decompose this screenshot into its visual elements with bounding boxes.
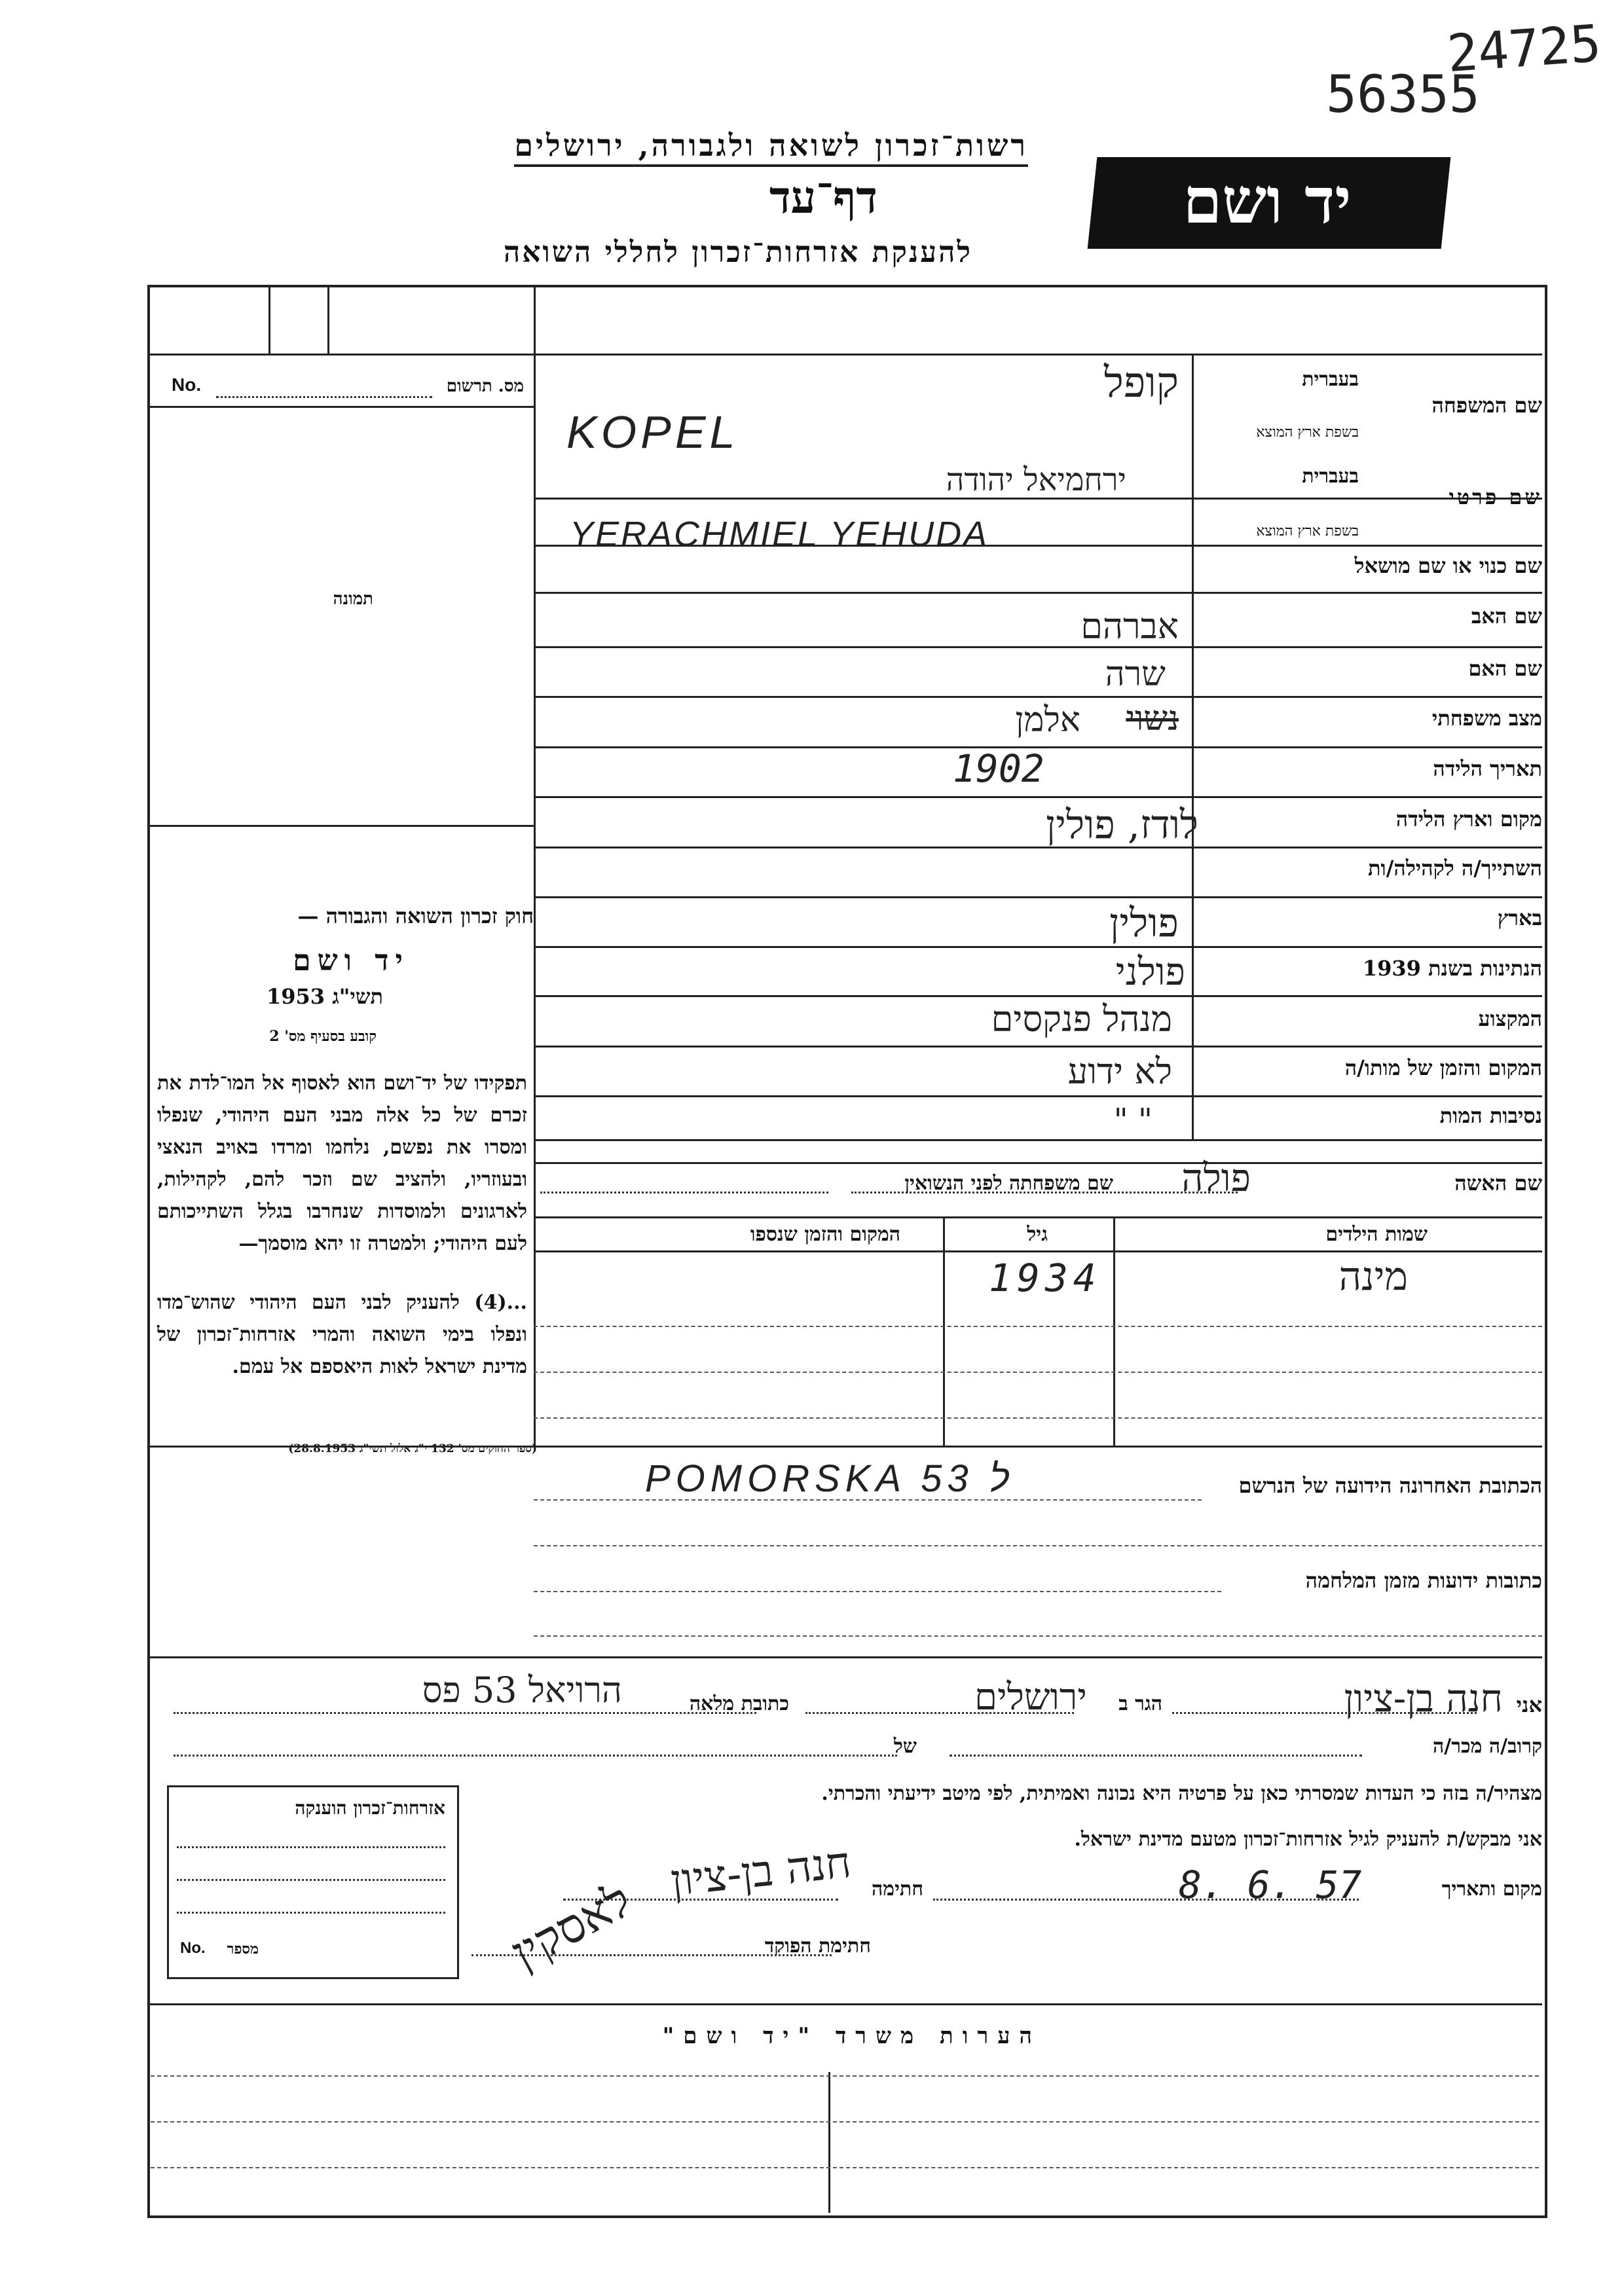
law-name: יד ושם xyxy=(293,944,409,977)
mother-value: שרה xyxy=(1105,655,1166,694)
surname-hebrew-value: קופל xyxy=(1103,359,1179,407)
declaration-date: 8. 6. 57 xyxy=(1179,1863,1362,1907)
firstname-native-label: בשפת ארץ המוצא xyxy=(1256,523,1359,539)
death-place-value: לא ידוע xyxy=(1067,1051,1172,1092)
last-address-value: POMORSKA 53 ל xyxy=(645,1457,1015,1500)
registry-number-label: מס. תרשום xyxy=(446,376,524,396)
marital-label: מצב משפחתי xyxy=(1431,706,1542,731)
stamp-title: אזרחות־זכרון הוענקה xyxy=(295,1797,445,1819)
surname-native-label: בשפת ארץ המוצא xyxy=(1256,424,1359,441)
declarant-i-label: אני xyxy=(1516,1692,1542,1717)
photo-label: תמונה xyxy=(333,589,373,609)
place-date-label: מקום ותאריך xyxy=(1441,1878,1542,1901)
birthdate-label: תאריך הלידה xyxy=(1433,756,1542,781)
marital-struck-value: נשוי xyxy=(1126,699,1179,738)
child-age: 1934 xyxy=(989,1256,1101,1300)
wife-value: פולה xyxy=(1181,1156,1251,1200)
nickname-label: שם כנוי או שם מושאל xyxy=(1354,553,1542,578)
relative-label: קרוב/ה מכר/ה xyxy=(1433,1735,1542,1758)
country-label: בארץ xyxy=(1497,905,1542,930)
death-circumstances-label: נסיבות המות xyxy=(1439,1103,1542,1128)
registry-no-label: No. xyxy=(172,374,202,395)
community-label: השתייך/ה לקהילה/ות xyxy=(1368,856,1542,881)
marital-value: אלמן xyxy=(1015,701,1080,740)
birthplace-label: מקום וארץ הלידה xyxy=(1395,807,1542,831)
of-label: של xyxy=(893,1735,917,1758)
law-year: תשי"ג 1953 xyxy=(267,984,383,1009)
firstname-label: שם פרטי xyxy=(1449,484,1542,509)
authority-title: רשות־זכרון לשואה ולגבורה, ירושלים xyxy=(514,128,1028,167)
mother-label: שם האם xyxy=(1468,656,1542,681)
stamp-no-label: No. xyxy=(180,1939,206,1957)
birthdate-value: 1902 xyxy=(953,746,1044,791)
firstname-latin-value: YERACHMIEL YEHUDA xyxy=(570,515,989,554)
father-value: אברהם xyxy=(1080,606,1179,647)
declarant-name: חנה בן-ציון xyxy=(1344,1676,1503,1721)
surname-latin-value: KOPEL xyxy=(566,407,739,458)
resides-label: הגר ב xyxy=(1118,1692,1162,1715)
law-citation: (ספר החוקים מס' 132 י"ג אלול תשי"ג 28.8.1953) xyxy=(288,1442,537,1455)
death-place-label: המקום והזמן של מותו/ה xyxy=(1344,1055,1542,1080)
declarant-signature: חנה בן-ציון xyxy=(668,1836,854,1906)
archive-number-top: 24725 xyxy=(1445,14,1603,84)
declarant-city: ירושלים xyxy=(974,1676,1087,1719)
profession-label: המקצוע xyxy=(1478,1006,1542,1031)
full-address-label: כתובת מלאה xyxy=(689,1692,789,1715)
stamp-number-label: מספר xyxy=(227,1941,259,1958)
firstname-hebrew-label: בעברית xyxy=(1302,465,1359,488)
children-age-header: גיל xyxy=(1027,1223,1048,1246)
form-title: דף־עד xyxy=(769,172,877,224)
official-signature: לאסקין xyxy=(502,1872,641,1980)
nationality-value: פולני xyxy=(1115,949,1185,994)
maiden-name-label: שם משפחתה לפני הנשואין xyxy=(904,1172,1113,1195)
children-names-header: שמות הילדים xyxy=(1325,1223,1428,1246)
father-label: שם האב xyxy=(1471,604,1542,629)
signature-label: חתימה xyxy=(872,1878,923,1901)
yad-vashem-logo-text: יד ושם xyxy=(1183,164,1352,238)
child-name: מינה xyxy=(1338,1254,1408,1300)
surname-hebrew-label: בעברית xyxy=(1302,368,1359,391)
law-heading: חוק זכרון השואה והגבורה — xyxy=(297,903,534,928)
wife-label: שם האשה xyxy=(1454,1171,1542,1195)
law-text-2: ...(4) להעניק לבני העם היהודי שהוש־מדו ונפלו בימי השואה והמרי אזרחות־זכרון של מדינת ישראל לאות היאספם אל עמם. xyxy=(157,1291,527,1378)
request-text: אני מבקש/ת להעניק לגיל אזרחות־זכרון מטעם מדינת ישראל. xyxy=(1074,1828,1542,1851)
nationality-label: הנתינות בשנת 1939 xyxy=(1362,956,1542,981)
surname-label: שם המשפחה xyxy=(1431,393,1542,418)
declarant-address: הרויאל 53 פס xyxy=(422,1669,622,1711)
archive-number-bottom: 56355 xyxy=(1326,65,1480,124)
firstname-hebrew-value: ירחמיאל יהודה xyxy=(946,462,1126,498)
country-value: פולין xyxy=(1109,900,1179,946)
form-subtitle: להענקת אזרחות־זכרון לחללי השואה xyxy=(503,236,972,269)
death-circumstances-value: " " xyxy=(1113,1102,1153,1139)
wartime-address-label: כתובות ידועות מזמן המלחמה xyxy=(1305,1568,1542,1593)
law-text-1: תפקידו של יד־ושם הוא לאסוף אל המו־לדת את זכרם של כל אלה מבני העם היהודי, שנפלו ומסרו את נפשם, נלחמו ומרדו באויב הנאצי ובעוזריו, ולהציב שם וזכר להם, לקהילות, לארגונים ולמוסדות שנחרבו בגלל השתייכותם לעם היהודי; ולמטרה זו יהא מוסמך— xyxy=(157,1072,527,1255)
declaration-text: מצהיר/ה בזה כי העדות שמסרתי כאן על פרטיה היא נכונה ואמיתית, לפי מיטב ידיעתי והכרתי. xyxy=(821,1782,1542,1805)
last-address-label: הכתובת האחרונה הידועה של הנרשם xyxy=(1238,1473,1542,1498)
profession-value: מנהל פנקסים xyxy=(991,998,1172,1040)
birthplace-value: לודז, פולין xyxy=(1045,802,1198,848)
law-clause: קובע בסעיף מס' 2 xyxy=(269,1028,377,1045)
office-notes-heading: הערות משרד "יד ושם" xyxy=(662,2023,1041,2049)
official-signature-label: חתימת הפוקד xyxy=(764,1935,871,1958)
children-place-header: המקום והזמן שנספו xyxy=(750,1223,900,1246)
